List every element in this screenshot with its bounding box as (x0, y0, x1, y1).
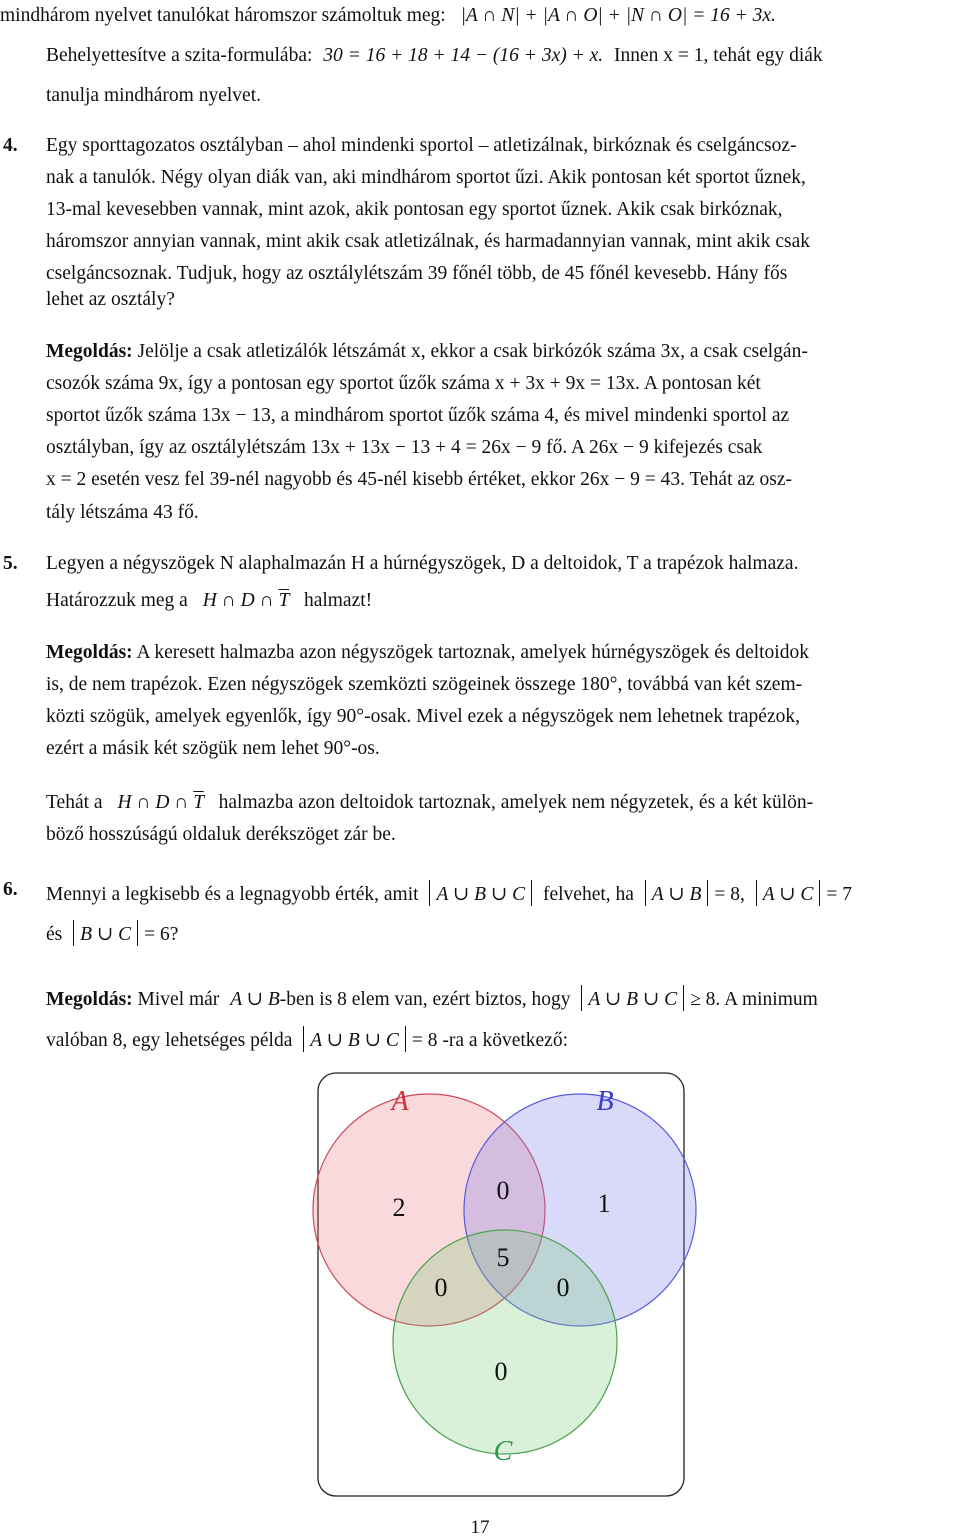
problem-5-solution-line-2: is, de nem trapézok. Ezen négyszögek szemközti szögeinek összege 180°, továbbá van két szem- (46, 674, 803, 695)
solution-label: Megoldás: (46, 989, 133, 1010)
page-number: 17 (470, 1517, 490, 1538)
math-value: = 6? (144, 924, 179, 945)
math-expr: A ∪ B (651, 884, 702, 905)
problem-4-solution-line-3: sportot űzők száma 13x − 13, a mindhárom sportot űzők száma 4, és mivel mindenki sportol az (46, 405, 790, 426)
venn-value-ac: 0 (434, 1273, 448, 1302)
solution-text: A keresett halmazba azon négyszögek tartoznak, amelyek húrnégyszögek és deltoidok (136, 642, 809, 663)
problem-5-solution-line-3: közti szögük, amelyek egyenlők, így 90°-osak. Mivel ezek a négyszögek nem lehetnek trapézok, (46, 706, 800, 727)
math-value: = 8, (714, 884, 745, 905)
problem-4-number: 4. (3, 135, 18, 156)
problem-4-line-4: háromszor annyian vannak, mint akik csak atletizálnak, és harmadannyian vannak, mint akik csak (46, 231, 811, 252)
venn-value-abc: 5 (496, 1243, 510, 1272)
problem-4-solution-line-5: x = 2 esetén vesz fel 39-nél nagyobb és 45-nél kisebb értéket, ekkor 26x − 9 = 43. Tehát az osz- (46, 469, 793, 490)
problem-6-number: 6. (3, 879, 18, 900)
top-text-3: tanulja mindhárom nyelvet. (46, 85, 261, 106)
math-value: = 8 -ra a következő: (411, 1030, 569, 1051)
venn-value-b-only: 1 (597, 1189, 611, 1218)
math-value: = 7 (826, 884, 853, 905)
set-complement-t: $\overline{T}$ (278, 590, 290, 611)
problem-4-line-3: 13-mal kevesebben vannak, mint azok, akik pontosan egy sportot űznek. Akik csak birkóznak, (46, 199, 783, 220)
problem-4-line-5: cselgáncsoznak. Tudjuk, hogy az osztálylétszám 39 főnél több, de 45 főnél kevesebb. Hány fős (46, 263, 788, 284)
top-text-2: Behelyettesítve a szita-formulába: (46, 45, 313, 66)
venn-value-c-only: 0 (494, 1357, 508, 1386)
solution-label: Megoldás: (46, 341, 133, 362)
set-expression-main: H ∩ D ∩ (117, 792, 189, 813)
problem-4-line-2: nak a tanulók. Négy olyan diák van, aki mindhárom sportot űzi. Akik pontosan két sportot űznek, (46, 167, 806, 188)
question-text: és (46, 924, 63, 945)
solution-text-mid: -ben is 8 elem van, ezért biztos, hogy (279, 989, 571, 1010)
problem-5-solution-line-4: ezért a másik két szögük nem lehet 90°-os. (46, 738, 380, 759)
top-math-2: 30 = 16 + 18 + 14 − (16 + 3x) + x. (323, 45, 604, 66)
venn-label-b: B (596, 1086, 614, 1117)
math-expr: A ∪ B ∪ C (436, 884, 526, 905)
problem-5-line-2-end: halmazt! (303, 590, 373, 611)
venn-value-a-only: 2 (392, 1193, 406, 1222)
problem-5-line-2-text: Határozzuk meg a (46, 590, 188, 611)
conclusion-text-end: halmazba azon deltoidok tartoznak, amelyek nem négyzetek, és a két külön- (218, 792, 814, 813)
solution-label: Megoldás: (46, 642, 133, 663)
problem-5-conclusion-line-2: böző hosszúságú oldaluk derékszöget zár be. (46, 824, 396, 845)
problem-5-number: 5. (3, 553, 18, 574)
venn-label-a: A (391, 1086, 409, 1117)
solution-text: Mivel már (137, 989, 220, 1010)
top-text-2b: Innen x = 1, tehát egy diák (614, 45, 823, 66)
math-expr: B ∪ C (80, 924, 132, 945)
problem-4-line-1: Egy sporttagozatos osztályban – ahol mindenki sportol – atletizálnak, birkóznak és cselgáncsoz- (46, 135, 797, 156)
math-expr: A ∪ B ∪ C (588, 989, 678, 1010)
problem-4-line-6: lehet az osztály? (46, 289, 175, 310)
venn-value-bc: 0 (556, 1273, 570, 1302)
conclusion-text: Tehát a (46, 792, 103, 813)
problem-4-solution-line-2: csozók száma 9x, így a pontosan egy sportot űzők száma x + 3x + 9x = 13x. A pontosan két (46, 373, 761, 394)
question-text-mid: felvehet, ha (542, 884, 634, 905)
question-text: Mennyi a legkisebb és a legnagyobb érték, amit (46, 884, 419, 905)
top-math-1: |A ∩ N| + |A ∩ O| + |N ∩ O| = 16 + 3x. (460, 5, 776, 26)
set-expression-main: H ∩ D ∩ (202, 590, 274, 611)
problem-5-line-1: Legyen a négyszögek N alaphalmazán H a húrnégyszögek, D a deltoidok, T a trapézok halmaza. (46, 553, 799, 574)
venn-value-ab: 0 (496, 1176, 510, 1205)
solution-text: Jelölje a csak atletizálók létszámát x, ekkor a csak birkózók száma 3x, a csak cselgán- (137, 341, 808, 362)
math-expr: A ∪ B (230, 989, 280, 1010)
set-complement-t: $\overline{T}$ (193, 792, 204, 813)
problem-4-solution-line-4: osztályban, így az osztálylétszám 13x + 13x − 13 + 4 = 26x − 9 fő. A 26x − 9 kifejezés csak (46, 437, 763, 458)
solution-text: valóban 8, egy lehetséges példa (46, 1030, 293, 1051)
problem-4-solution-line-6: tály létszáma 43 fő. (46, 502, 199, 523)
math-expr: A ∪ B ∪ C (310, 1030, 399, 1051)
math-value: ≥ 8. A minimum (690, 989, 818, 1010)
math-expr: A ∪ C (762, 884, 814, 905)
venn-label-c: C (493, 1436, 513, 1467)
top-text-1: mindhárom nyelvet tanulókat háromszor számoltuk meg: (0, 5, 446, 26)
